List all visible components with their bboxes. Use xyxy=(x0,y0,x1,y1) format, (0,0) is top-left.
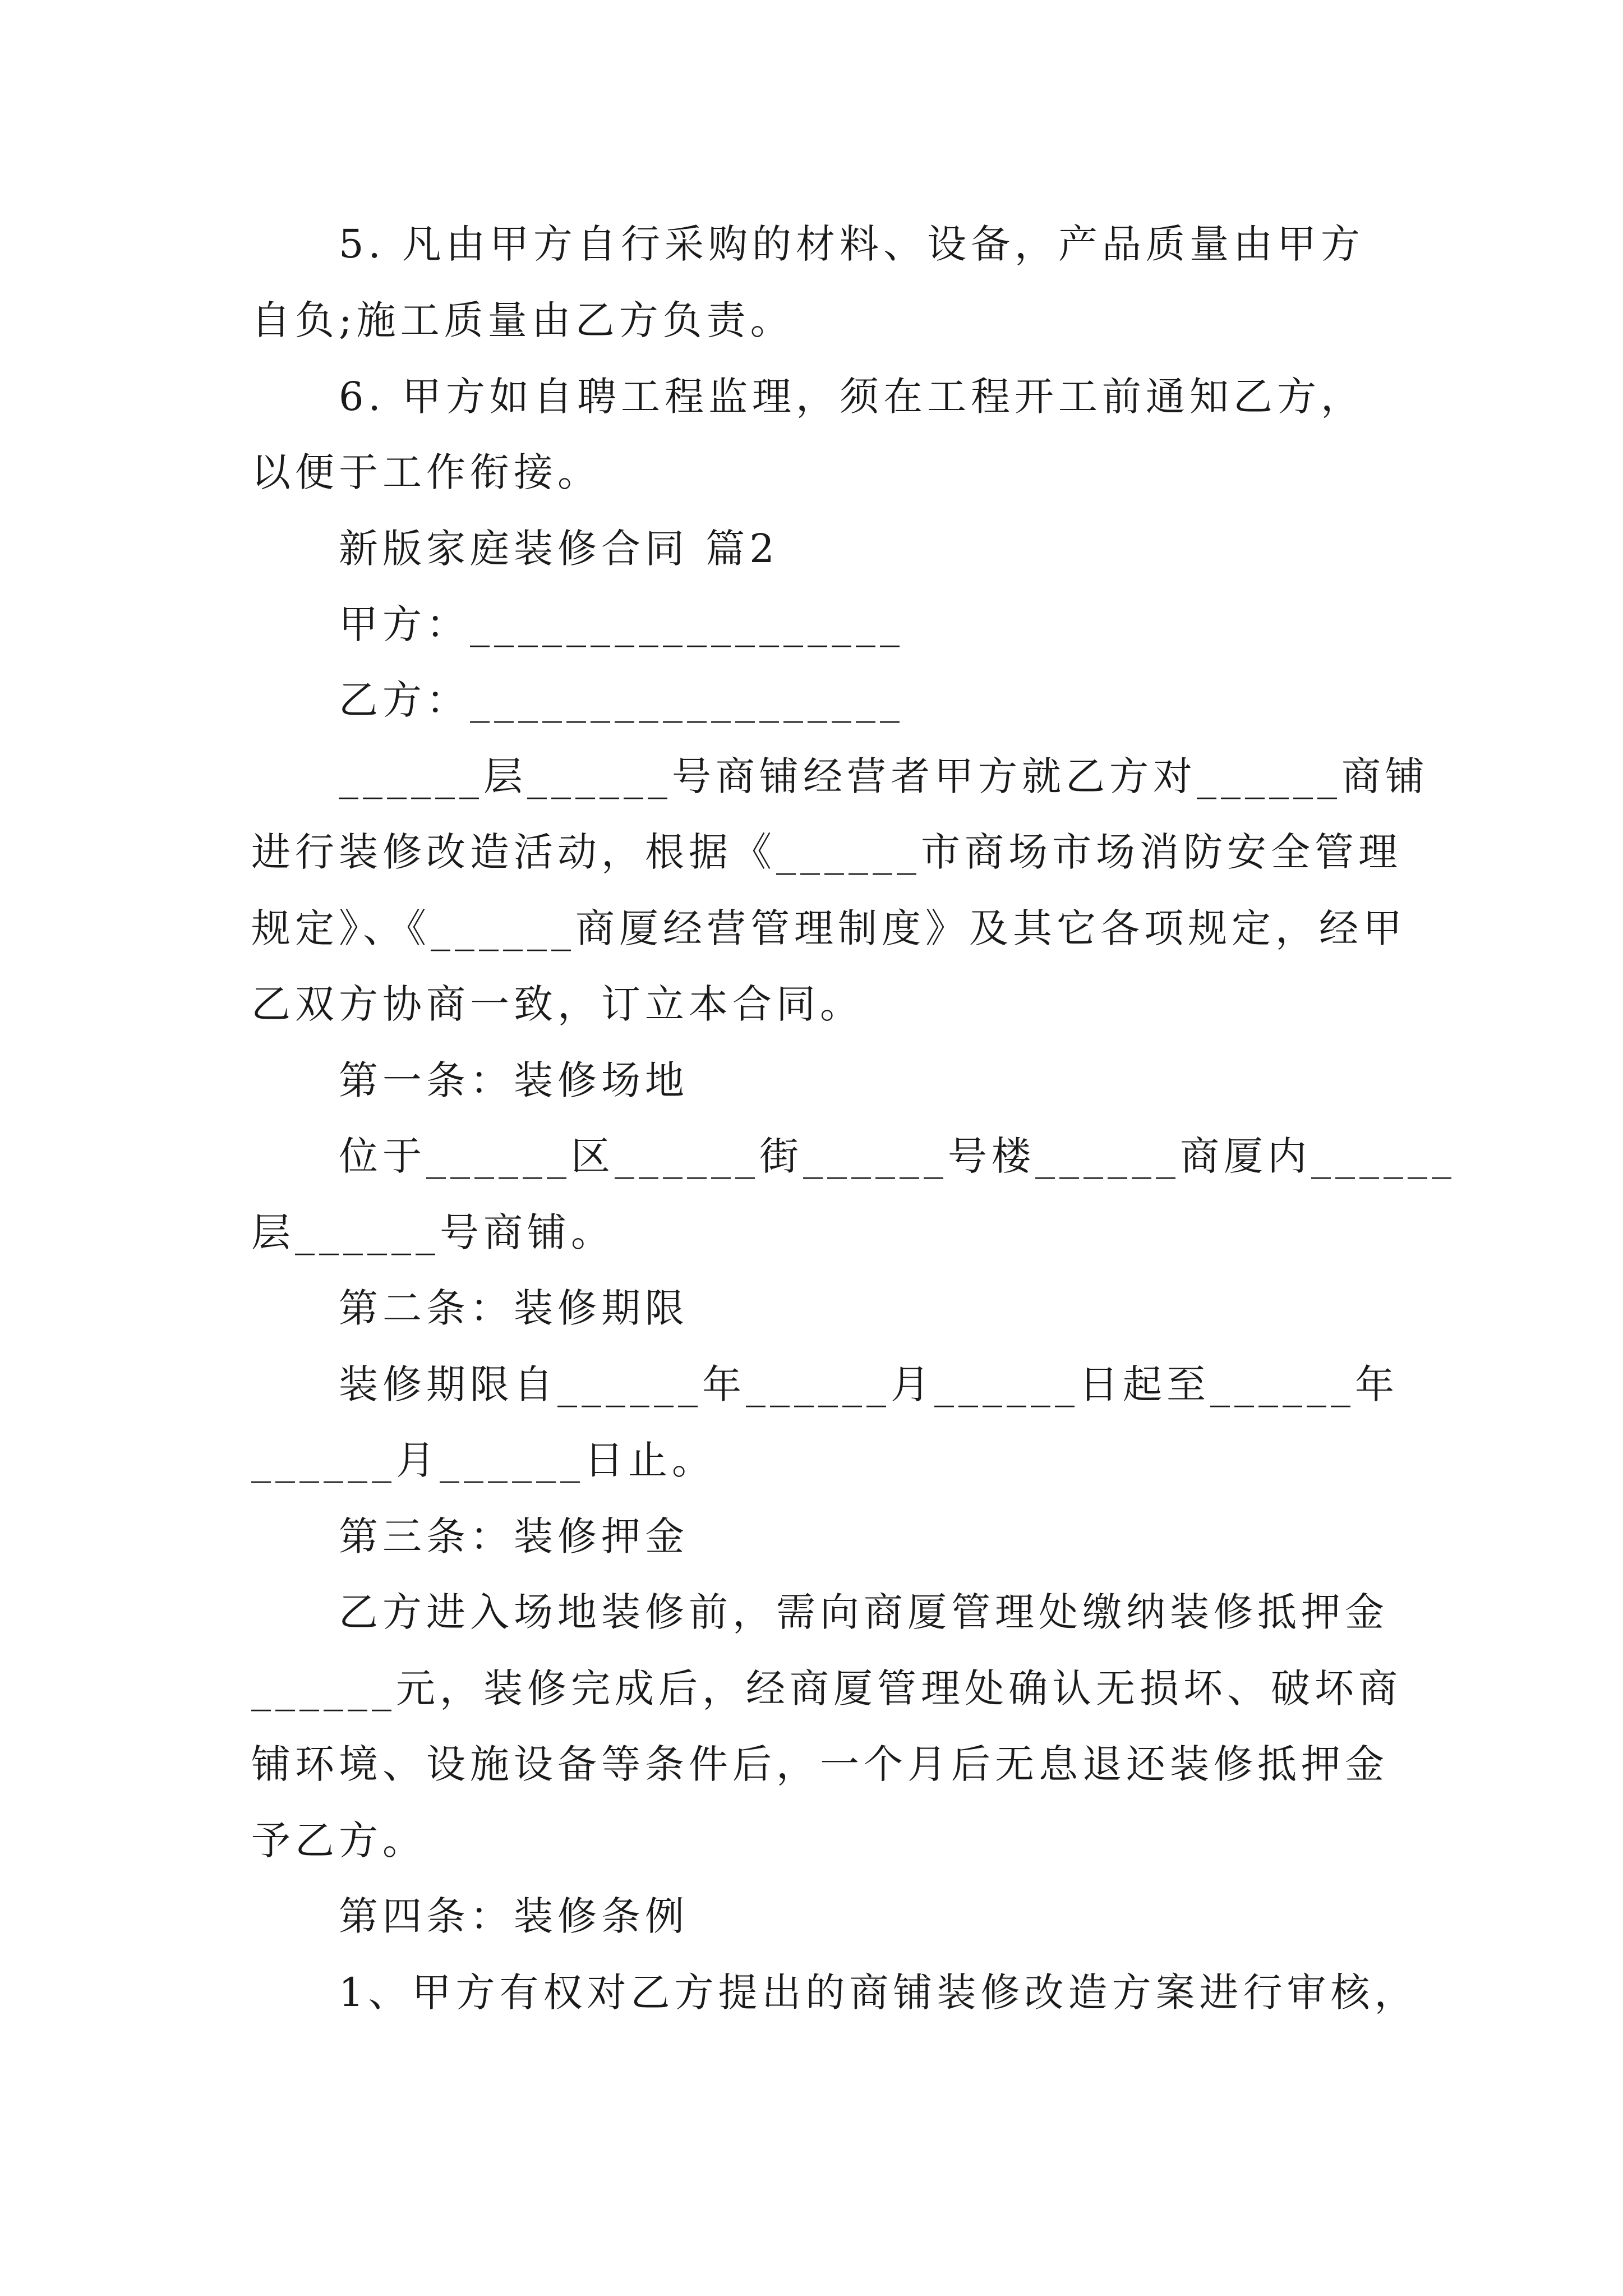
paragraph-line: ______元，装修完成后，经商厦管理处确认无损坏、破坏商 xyxy=(251,1665,1402,1711)
paragraph-line: 5. 凡由甲方自行采购的材料、设备，产品质量由甲方 xyxy=(339,221,1365,267)
party-a-line: 甲方：__________________ xyxy=(339,601,904,647)
paragraph-line: ______层______号商铺经营者甲方就乙方对______商铺 xyxy=(339,753,1429,799)
paragraph-line: 予乙方。 xyxy=(251,1818,426,1864)
paragraph-line: 以便于工作衔接。 xyxy=(251,449,601,495)
article-heading: 第二条：装修期限 xyxy=(339,1285,689,1331)
article-heading: 第三条：装修押金 xyxy=(339,1513,689,1559)
paragraph-line: 1、甲方有权对乙方提出的商铺装修改造方案进行审核， xyxy=(339,1970,1418,2016)
paragraph-line: 位于______区______街______号楼______商厦内______ xyxy=(339,1133,1456,1179)
paragraph-line: 进行装修改造活动，根据《______市商场市场消防安全管理 xyxy=(251,829,1402,875)
article-heading: 第四条：装修条例 xyxy=(339,1893,689,1939)
article-heading: 第一条：装修场地 xyxy=(339,1057,689,1103)
paragraph-line: 6. 甲方如自聘工程监理，须在工程开工前通知乙方， xyxy=(339,374,1365,420)
paragraph-line: 乙方进入场地装修前，需向商厦管理处缴纳装修抵押金 xyxy=(339,1589,1389,1635)
paragraph-line: 规定》、《______商厦经营管理制度》及其它各项规定，经甲 xyxy=(251,905,1407,951)
section-heading: 新版家庭装修合同 篇2 xyxy=(339,526,779,572)
paragraph-line: 层______号商铺。 xyxy=(251,1209,615,1255)
paragraph-line: 乙双方协商一致，订立本合同。 xyxy=(251,981,864,1027)
party-b-line: 乙方：__________________ xyxy=(339,677,904,723)
paragraph-line: 装修期限自______年______月______日起至______年 xyxy=(339,1361,1399,1407)
paragraph-line: 自负;施工质量由乙方负责。 xyxy=(251,297,794,343)
paragraph-line: ______月______日止。 xyxy=(251,1437,716,1483)
paragraph-line: 铺环境、设施设备等条件后，一个月后无息退还装修抵押金 xyxy=(251,1741,1389,1787)
